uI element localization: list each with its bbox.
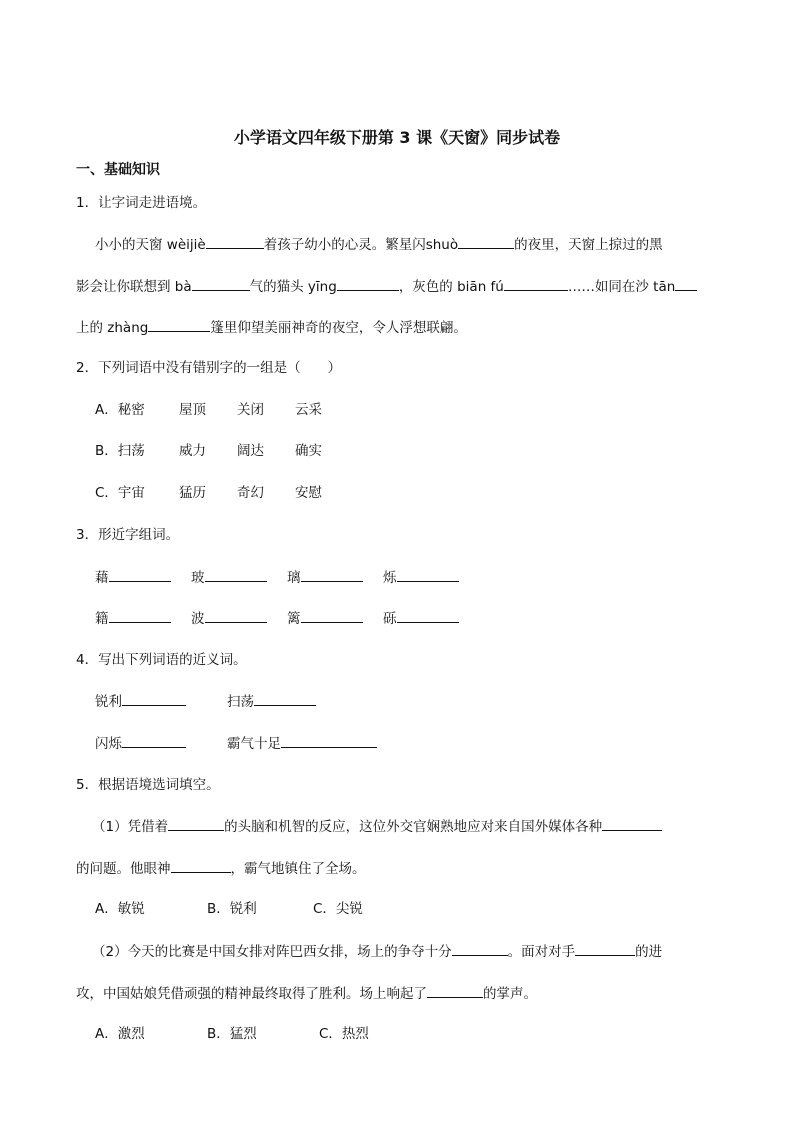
q5-part-1-line-2 bbox=[76, 858, 366, 879]
q5-text: （1）凭借着 bbox=[92, 819, 169, 835]
q1-text: 小小的天窗 wèijiè bbox=[95, 237, 206, 253]
word: 霸气十足 bbox=[227, 736, 281, 752]
char: 璃 bbox=[287, 570, 301, 586]
option-label: B．扫荡 bbox=[95, 443, 145, 459]
q5-part-2-line-1 bbox=[92, 941, 662, 962]
section-heading: 一、基础知识 bbox=[76, 162, 160, 178]
answer-blank[interactable] bbox=[397, 567, 459, 582]
option-b[interactable]: B．锐利 bbox=[207, 901, 257, 917]
question-3-stem: 3．形近字组词。 bbox=[76, 527, 180, 543]
q1-text: 上的 zhàng bbox=[76, 320, 149, 336]
option-word: 安慰 bbox=[295, 485, 322, 501]
q5-part-2-line-2 bbox=[76, 983, 537, 1004]
char: 烁 bbox=[383, 570, 397, 586]
q2-option-b[interactable] bbox=[95, 441, 353, 461]
q5-text: 的进 bbox=[635, 944, 663, 960]
answer-blank[interactable] bbox=[281, 733, 377, 748]
answer-blank[interactable] bbox=[122, 733, 186, 748]
answer-blank[interactable] bbox=[337, 276, 399, 291]
option-word: 猛历 bbox=[179, 485, 206, 501]
answer-blank[interactable] bbox=[205, 608, 267, 623]
q5-part-1-line-1 bbox=[92, 816, 662, 837]
option-word: 确实 bbox=[295, 443, 322, 459]
answer-blank[interactable] bbox=[504, 276, 568, 291]
word: 扫荡 bbox=[227, 694, 254, 710]
option-word: 屋顶 bbox=[179, 402, 206, 418]
option-a[interactable]: A．激烈 bbox=[95, 1026, 145, 1042]
question-5-stem: 5．根据语境选词填空。 bbox=[76, 777, 220, 793]
q5-part-1-options bbox=[95, 899, 363, 919]
answer-blank[interactable] bbox=[206, 234, 264, 249]
answer-blank[interactable] bbox=[168, 816, 224, 831]
question-4-stem: 4．写出下列词语的近义词。 bbox=[76, 652, 247, 668]
q5-part-2-options bbox=[95, 1024, 369, 1044]
answer-blank[interactable] bbox=[427, 983, 483, 998]
answer-blank[interactable] bbox=[109, 608, 171, 623]
q3-row-1 bbox=[95, 567, 479, 588]
option-a[interactable]: A．敏锐 bbox=[95, 901, 145, 917]
option-word: 阔达 bbox=[237, 443, 264, 459]
question-1-stem: 1．让字词走进语境。 bbox=[76, 195, 207, 211]
q4-row-2 bbox=[95, 733, 377, 754]
q5-text: 。面对对手 bbox=[507, 944, 576, 960]
page-title: 小学语文四年级下册第 3 课《天窗》同步试卷 bbox=[233, 128, 561, 147]
question-2-stem: 2．下列词语中没有错别字的一组是（ ） bbox=[76, 360, 342, 376]
answer-blank[interactable] bbox=[602, 816, 662, 831]
answer-blank[interactable] bbox=[458, 234, 514, 249]
char: 藉 bbox=[95, 570, 109, 586]
option-word: 威力 bbox=[179, 443, 206, 459]
q4-row-1 bbox=[95, 691, 316, 712]
option-c[interactable]: C．尖锐 bbox=[313, 901, 363, 917]
answer-blank[interactable] bbox=[397, 608, 459, 623]
q5-text: 攻，中国姑娘凭借顽强的精神最终取得了胜利。场上响起了 bbox=[76, 986, 427, 1002]
char: 玻 bbox=[191, 570, 205, 586]
option-word: 云采 bbox=[295, 402, 322, 418]
answer-blank[interactable] bbox=[452, 941, 508, 956]
q2-option-c[interactable] bbox=[95, 483, 353, 503]
char: 篱 bbox=[287, 611, 301, 627]
answer-blank[interactable] bbox=[122, 691, 186, 706]
answer-blank[interactable] bbox=[171, 858, 231, 873]
option-label: A．秘密 bbox=[95, 402, 145, 418]
word: 闪烁 bbox=[95, 736, 122, 752]
q5-text: （2）今天的比赛是中国女排对阵巴西女排，场上的争夺十分 bbox=[92, 944, 452, 960]
option-b[interactable]: B．猛烈 bbox=[207, 1026, 257, 1042]
char: 波 bbox=[191, 611, 205, 627]
q1-text: 影会让你联想到 bà bbox=[76, 279, 192, 295]
q1-text: ……如同在沙 tān bbox=[567, 279, 676, 295]
q5-text: 的头脑和机智的反应，这位外交官娴熟地应对来自国外媒体各种 bbox=[224, 819, 603, 835]
word: 锐利 bbox=[95, 694, 122, 710]
option-word: 奇幻 bbox=[237, 485, 264, 501]
q1-text: 气的猫头 yīng bbox=[249, 279, 337, 295]
answer-blank[interactable] bbox=[148, 317, 210, 332]
option-word: 关闭 bbox=[237, 402, 264, 418]
question-1-line-1 bbox=[95, 234, 663, 255]
q5-text: 的掌声。 bbox=[483, 986, 537, 1002]
q5-text: 的问题。他眼神 bbox=[76, 861, 171, 877]
q1-text: ，灰色的 biān fú bbox=[398, 279, 504, 295]
answer-blank[interactable] bbox=[192, 276, 250, 291]
answer-blank[interactable] bbox=[301, 608, 363, 623]
q2-option-a[interactable] bbox=[95, 400, 353, 420]
answer-blank[interactable] bbox=[675, 276, 697, 291]
q1-text: 着孩子幼小的心灵。繁星闪shuò bbox=[263, 237, 459, 253]
option-label: C．宇宙 bbox=[95, 485, 145, 501]
answer-blank[interactable] bbox=[301, 567, 363, 582]
answer-blank[interactable] bbox=[254, 691, 316, 706]
answer-blank[interactable] bbox=[575, 941, 635, 956]
q1-text: 的夜里，天窗上掠过的黑 bbox=[514, 237, 663, 253]
q1-text: 篷里仰望美丽神奇的夜空，令人浮想联翩。 bbox=[210, 320, 467, 336]
answer-blank[interactable] bbox=[109, 567, 171, 582]
answer-blank[interactable] bbox=[205, 567, 267, 582]
char: 砾 bbox=[383, 611, 397, 627]
q3-row-2 bbox=[95, 608, 479, 629]
q5-text: ，霸气地镇住了全场。 bbox=[230, 861, 366, 877]
char: 籍 bbox=[95, 611, 109, 627]
option-c[interactable]: C．热烈 bbox=[319, 1026, 369, 1042]
question-1-line-3 bbox=[76, 317, 467, 338]
question-1-line-2 bbox=[76, 276, 697, 297]
